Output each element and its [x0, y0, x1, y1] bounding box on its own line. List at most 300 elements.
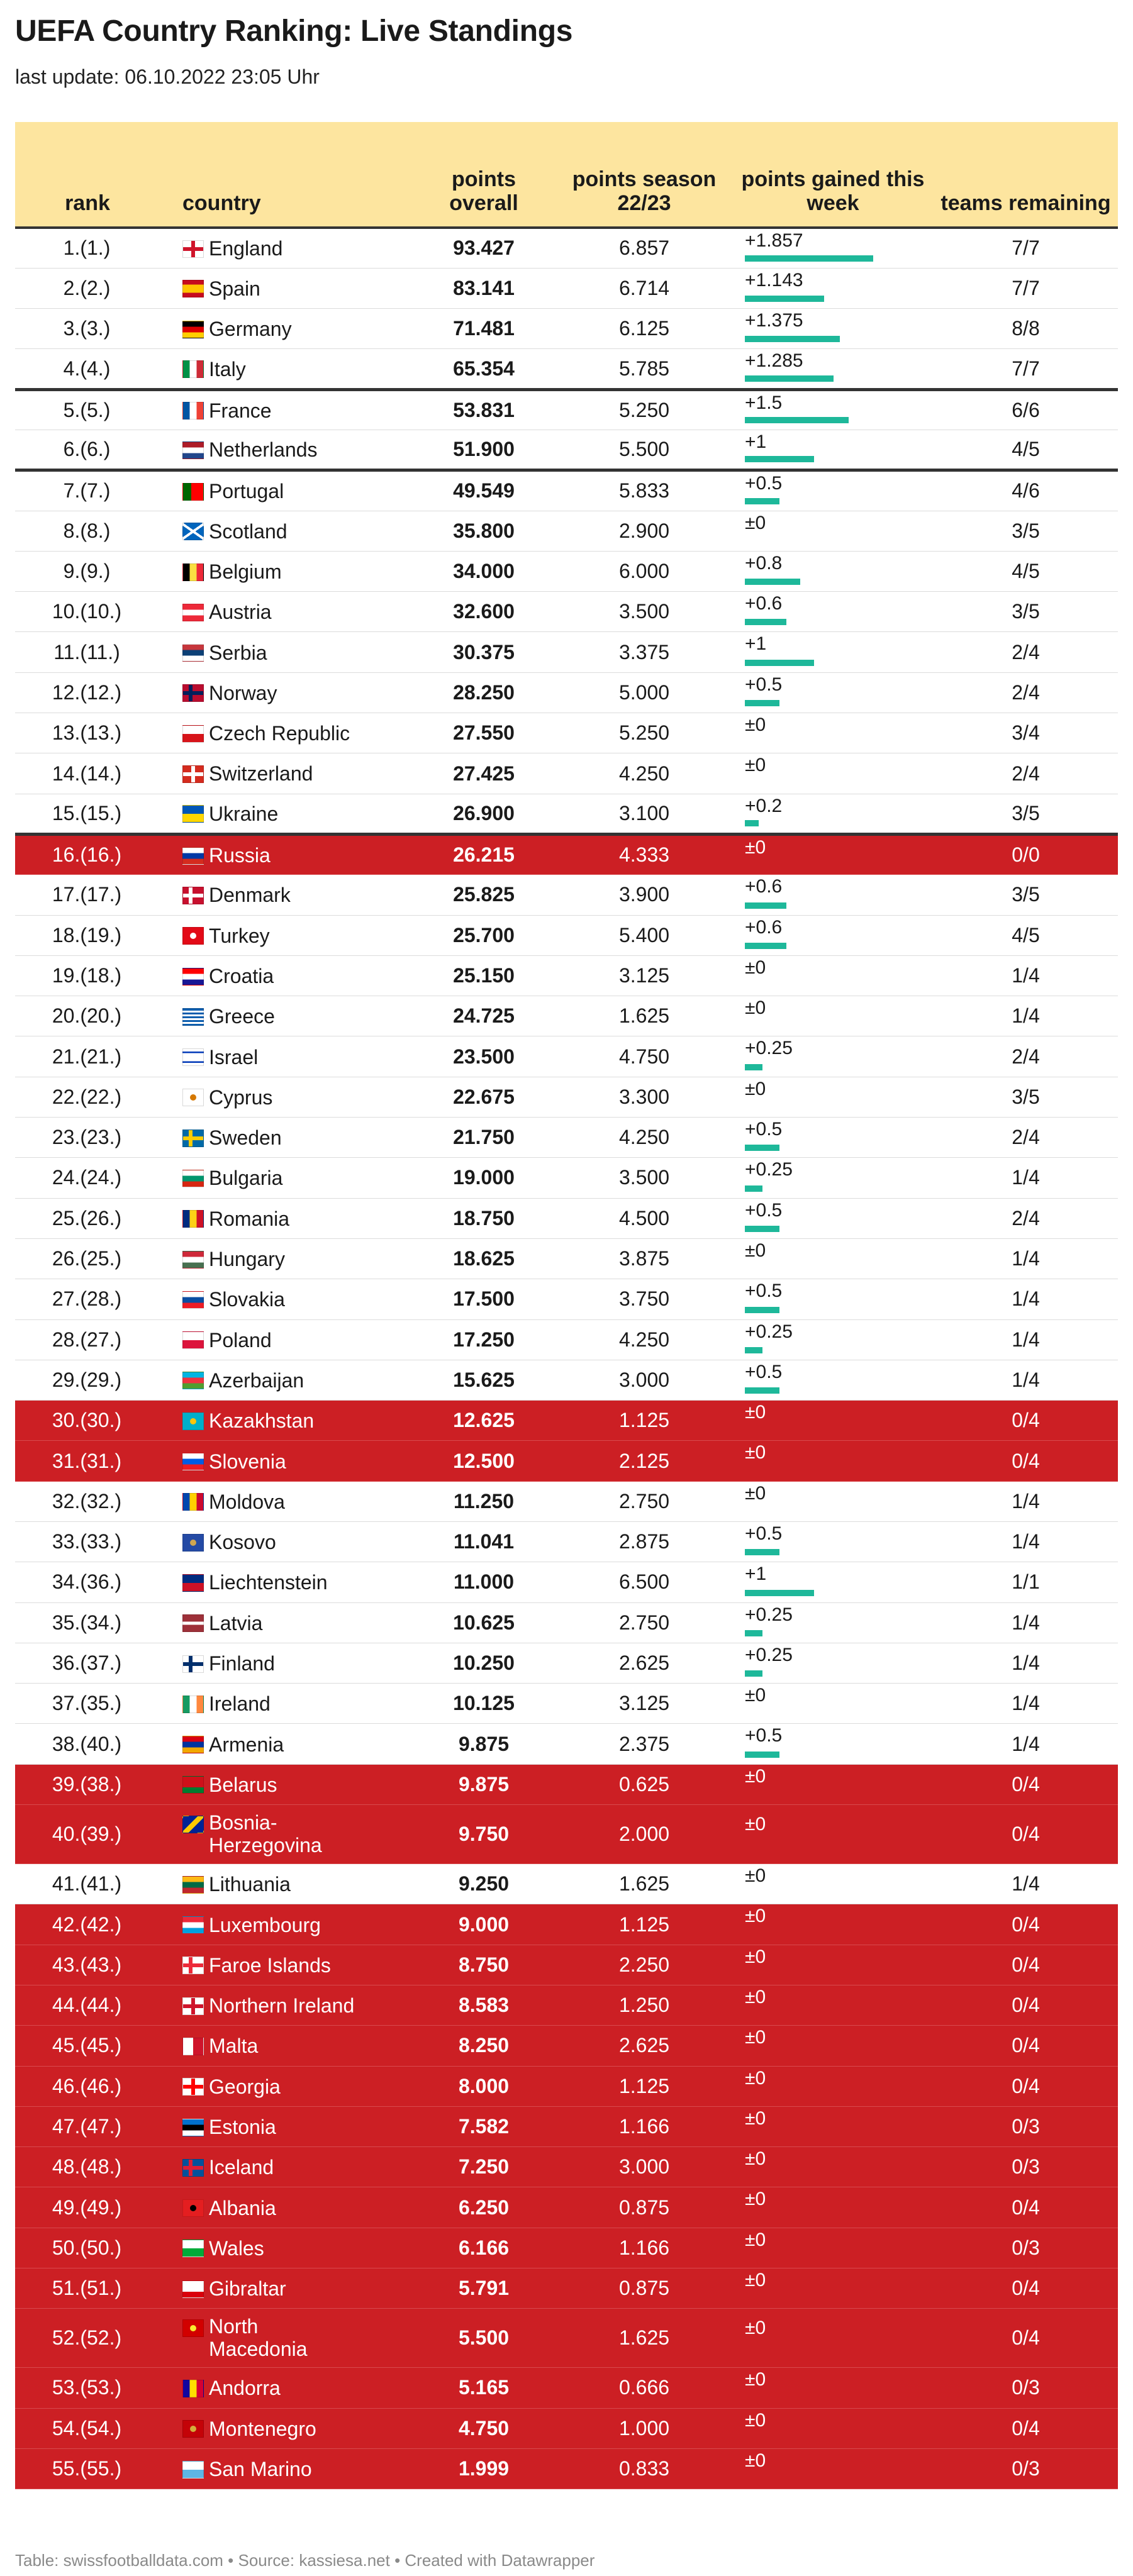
points-gained-label: +0.8 — [745, 552, 783, 574]
points-season-cell: 3.900 — [556, 875, 732, 915]
points-gained-label: +0.25 — [745, 1644, 793, 1665]
latvia-flag-icon — [182, 1614, 204, 1632]
points-gained-cell — [732, 1198, 934, 1238]
country-cell — [179, 1481, 411, 1521]
points-gained-label: ±0 — [745, 1865, 766, 1887]
table-row — [15, 511, 1118, 551]
points-gained-cell — [732, 2448, 934, 2489]
points-gained-cell — [732, 430, 934, 470]
points-gained-label: +0.5 — [745, 1280, 783, 1302]
country-cell — [179, 1904, 411, 1945]
table-row — [15, 753, 1118, 794]
country-name: Germany — [209, 318, 292, 341]
luxembourg-flag-icon — [182, 1916, 204, 1934]
rank-cell: 24.(24.) — [15, 1158, 179, 1198]
country-cell — [179, 632, 411, 672]
points-overall-cell: 15.625 — [411, 1360, 556, 1400]
finland-flag-icon — [182, 1655, 204, 1673]
table-row — [15, 2448, 1118, 2489]
malta-flag-icon — [182, 2038, 204, 2055]
rank-cell: 18.(19.) — [15, 915, 179, 955]
points-gained-cell — [732, 753, 934, 794]
rank-cell: 19.(18.) — [15, 955, 179, 996]
teams-remaining-cell: 0/4 — [934, 1904, 1118, 1945]
points-season-cell: 3.750 — [556, 1279, 732, 1319]
header-points-overall[interactable]: points overall — [411, 122, 556, 228]
points-gained-bar — [745, 1185, 762, 1192]
country-cell — [179, 511, 411, 551]
gibraltar-flag-icon — [182, 2280, 204, 2298]
points-gained-label: +0.25 — [745, 1321, 793, 1342]
points-overall-cell: 27.425 — [411, 753, 556, 794]
teams-remaining-cell: 0/4 — [934, 1401, 1118, 1441]
points-gained-bar — [745, 375, 834, 382]
points-season-cell: 3.500 — [556, 592, 732, 632]
points-gained-cell — [732, 1562, 934, 1602]
teams-remaining-cell: 4/5 — [934, 915, 1118, 955]
country-cell — [179, 1319, 411, 1360]
rank-cell: 1.(1.) — [15, 228, 179, 268]
points-overall-cell: 23.500 — [411, 1036, 556, 1077]
points-overall-cell: 10.125 — [411, 1684, 556, 1724]
points-gained-label: ±0 — [745, 2027, 766, 2048]
country-name: Austria — [209, 601, 272, 624]
points-gained-bar — [745, 1670, 762, 1677]
country-cell — [179, 2448, 411, 2489]
rank-cell: 27.(28.) — [15, 1279, 179, 1319]
country-name: Lithuania — [209, 1873, 291, 1896]
rank-cell: 40.(39.) — [15, 1805, 179, 1864]
points-season-cell: 2.125 — [556, 1441, 732, 1481]
rank-cell: 32.(32.) — [15, 1481, 179, 1521]
country-cell — [179, 2147, 411, 2187]
points-overall-cell: 25.825 — [411, 875, 556, 915]
hungary-flag-icon — [182, 1251, 204, 1269]
table-row — [15, 1724, 1118, 1764]
teams-remaining-cell: 1/4 — [934, 1319, 1118, 1360]
points-gained-cell — [732, 551, 934, 591]
footer-credits: Table: swissfootballdata.com • Source: kassiesa.net • Created with Datawrapper — [15, 2551, 595, 2570]
points-overall-cell: 18.625 — [411, 1238, 556, 1279]
points-gained-label: +1.5 — [745, 392, 783, 413]
points-season-cell: 2.625 — [556, 1643, 732, 1683]
points-overall-cell: 34.000 — [411, 551, 556, 591]
table-row — [15, 955, 1118, 996]
rank-cell: 36.(37.) — [15, 1643, 179, 1683]
teams-remaining-cell: 4/5 — [934, 551, 1118, 591]
table-row — [15, 632, 1118, 672]
points-overall-cell: 65.354 — [411, 349, 556, 389]
teams-remaining-cell: 2/4 — [934, 632, 1118, 672]
country-cell — [179, 1985, 411, 2025]
country-name: Romania — [209, 1207, 290, 1230]
rank-cell: 37.(35.) — [15, 1684, 179, 1724]
table-row — [15, 1401, 1118, 1441]
teams-remaining-cell: 1/4 — [934, 1643, 1118, 1683]
kosovo-flag-icon — [182, 1534, 204, 1552]
points-gained-label: ±0 — [745, 2067, 766, 2089]
country-cell — [179, 1562, 411, 1602]
country-name: Slovenia — [209, 1450, 286, 1473]
points-overall-cell: 8.000 — [411, 2066, 556, 2106]
points-gained-cell — [732, 672, 934, 713]
france-flag-icon — [182, 402, 204, 419]
teams-remaining-cell: 1/4 — [934, 1481, 1118, 1521]
country-cell — [179, 2066, 411, 2106]
country-name: Wales — [209, 2236, 264, 2260]
header-rank[interactable]: rank — [15, 122, 179, 228]
points-gained-cell — [732, 349, 934, 389]
country-name: Latvia — [209, 1611, 263, 1635]
rank-cell: 31.(31.) — [15, 1441, 179, 1481]
country-name: Greece — [209, 1005, 275, 1028]
points-season-cell: 2.250 — [556, 1945, 732, 1985]
teams-remaining-cell: 1/4 — [934, 1684, 1118, 1724]
rank-cell: 26.(25.) — [15, 1238, 179, 1279]
table-row — [15, 470, 1118, 511]
teams-remaining-cell: 1/4 — [934, 1602, 1118, 1643]
country-cell — [179, 2106, 411, 2146]
rank-cell: 2.(2.) — [15, 268, 179, 308]
wales-flag-icon — [182, 2240, 204, 2257]
points-gained-cell — [732, 389, 934, 430]
rank-cell: 7.(7.) — [15, 470, 179, 511]
country-cell — [179, 955, 411, 996]
country-name: San Marino — [209, 2458, 312, 2481]
teams-remaining-cell: 2/4 — [934, 672, 1118, 713]
country-cell — [179, 2268, 411, 2309]
teams-remaining-cell: 8/8 — [934, 309, 1118, 349]
points-gained-cell — [732, 1238, 934, 1279]
points-gained-cell — [732, 1118, 934, 1158]
teams-remaining-cell: 0/4 — [934, 2187, 1118, 2228]
teams-remaining-cell: 1/4 — [934, 1864, 1118, 1904]
points-gained-label: ±0 — [745, 2189, 766, 2210]
rank-cell: 45.(45.) — [15, 2026, 179, 2066]
points-gained-bar — [745, 700, 779, 706]
points-gained-bar — [745, 336, 840, 342]
points-gained-label: ±0 — [745, 2318, 766, 2339]
points-overall-cell: 10.250 — [411, 1643, 556, 1683]
country-cell — [179, 1118, 411, 1158]
country-name: Andorra — [209, 2377, 281, 2400]
points-overall-cell: 12.625 — [411, 1401, 556, 1441]
table-row — [15, 2408, 1118, 2448]
last-update: last update: 06.10.2022 23:05 Uhr — [15, 65, 320, 88]
points-overall-cell: 7.250 — [411, 2147, 556, 2187]
points-gained-bar — [745, 1387, 779, 1394]
points-gained-bar — [745, 1630, 762, 1636]
country-name: Hungary — [209, 1248, 285, 1271]
rank-cell: 49.(49.) — [15, 2187, 179, 2228]
points-gained-label: +0.2 — [745, 795, 783, 816]
points-overall-cell: 49.549 — [411, 470, 556, 511]
points-gained-cell — [732, 1724, 934, 1764]
country-name: Georgia — [209, 2075, 281, 2098]
lithuania-flag-icon — [182, 1876, 204, 1894]
points-gained-cell — [732, 1401, 934, 1441]
country-cell — [179, 996, 411, 1036]
table-row — [15, 2309, 1118, 2368]
country-cell — [179, 1036, 411, 1077]
table-row — [15, 2187, 1118, 2228]
points-gained-bar — [745, 255, 873, 262]
country-name: Iceland — [209, 2156, 274, 2179]
points-overall-cell: 9.875 — [411, 1764, 556, 1804]
points-overall-cell: 10.625 — [411, 1602, 556, 1643]
country-name: North Macedonia — [209, 2315, 308, 2360]
points-gained-bar — [745, 1226, 779, 1232]
country-cell — [179, 389, 411, 430]
country-name: Serbia — [209, 641, 267, 664]
points-overall-cell: 22.675 — [411, 1077, 556, 1117]
points-gained-cell — [732, 1684, 934, 1724]
points-gained-cell — [732, 632, 934, 672]
points-gained-label: +1.857 — [745, 230, 803, 251]
points-overall-cell: 28.250 — [411, 672, 556, 713]
points-gained-cell — [732, 2228, 934, 2268]
points-gained-label: +1.285 — [745, 350, 803, 372]
table-row — [15, 1985, 1118, 2025]
points-season-cell: 4.333 — [556, 834, 732, 874]
points-overall-cell: 5.165 — [411, 2368, 556, 2408]
points-gained-bar — [745, 1064, 762, 1070]
points-season-cell: 2.900 — [556, 511, 732, 551]
rank-cell: 35.(34.) — [15, 1602, 179, 1643]
points-overall-cell: 53.831 — [411, 389, 556, 430]
north-macedonia-flag-icon — [182, 2319, 204, 2337]
table-row — [15, 1118, 1118, 1158]
rank-cell: 4.(4.) — [15, 349, 179, 389]
rank-cell: 12.(12.) — [15, 672, 179, 713]
montenegro-flag-icon — [182, 2420, 204, 2438]
teams-remaining-cell: 1/4 — [934, 1279, 1118, 1319]
points-overall-cell: 25.700 — [411, 915, 556, 955]
country-cell — [179, 1643, 411, 1683]
table-row — [15, 1684, 1118, 1724]
points-overall-cell: 12.500 — [411, 1441, 556, 1481]
points-gained-bar — [745, 660, 814, 666]
germany-flag-icon — [182, 321, 204, 338]
points-gained-label: +0.25 — [745, 1604, 793, 1625]
points-gained-bar — [745, 417, 849, 423]
slovakia-flag-icon — [182, 1291, 204, 1309]
rank-cell: 50.(50.) — [15, 2228, 179, 2268]
country-cell — [179, 794, 411, 834]
rank-cell: 47.(47.) — [15, 2106, 179, 2146]
table-row — [15, 834, 1118, 874]
points-season-cell: 1.125 — [556, 1904, 732, 1945]
points-gained-label: +0.25 — [745, 1038, 793, 1059]
liechtenstein-flag-icon — [182, 1574, 204, 1592]
norway-flag-icon — [182, 684, 204, 702]
teams-remaining-cell: 1/1 — [934, 1562, 1118, 1602]
points-gained-cell — [732, 713, 934, 753]
country-cell — [179, 1158, 411, 1198]
points-gained-cell — [732, 1077, 934, 1117]
points-season-cell: 5.400 — [556, 915, 732, 955]
country-name: Finland — [209, 1652, 275, 1675]
points-overall-cell: 5.791 — [411, 2268, 556, 2309]
country-cell — [179, 1805, 411, 1864]
table-row — [15, 1481, 1118, 1521]
rank-cell: 22.(22.) — [15, 1077, 179, 1117]
country-cell — [179, 1238, 411, 1279]
points-season-cell: 6.500 — [556, 1562, 732, 1602]
country-cell — [179, 1441, 411, 1481]
country-name: Cyprus — [209, 1085, 273, 1109]
country-cell — [179, 2026, 411, 2066]
rank-cell: 3.(3.) — [15, 309, 179, 349]
points-gained-label: ±0 — [745, 2369, 766, 2390]
country-cell — [179, 268, 411, 308]
points-season-cell: 5.000 — [556, 672, 732, 713]
teams-remaining-cell: 0/3 — [934, 2106, 1118, 2146]
country-cell — [179, 309, 411, 349]
country-name: England — [209, 237, 283, 260]
table-row — [15, 1158, 1118, 1198]
country-name: Albania — [209, 2196, 276, 2219]
points-gained-bar — [745, 296, 824, 302]
romania-flag-icon — [182, 1210, 204, 1228]
points-gained-label: ±0 — [745, 836, 766, 858]
points-gained-label: +0.5 — [745, 473, 783, 494]
header-points-gained[interactable]: points gained this week — [732, 122, 934, 228]
iceland-flag-icon — [182, 2159, 204, 2177]
table-header-row — [15, 122, 1118, 228]
points-season-cell: 1.125 — [556, 2066, 732, 2106]
header-country[interactable]: country — [179, 122, 411, 228]
country-cell — [179, 672, 411, 713]
teams-remaining-cell: 3/5 — [934, 1077, 1118, 1117]
points-gained-bar — [745, 1347, 762, 1353]
rank-cell: 14.(14.) — [15, 753, 179, 794]
points-season-cell: 2.000 — [556, 1805, 732, 1864]
turkey-flag-icon — [182, 927, 204, 945]
teams-remaining-cell: 1/4 — [934, 996, 1118, 1036]
croatia-flag-icon — [182, 968, 204, 985]
country-name: Turkey — [209, 924, 270, 947]
country-name: Estonia — [209, 2116, 276, 2139]
rank-cell: 39.(38.) — [15, 1764, 179, 1804]
points-overall-cell: 6.166 — [411, 2228, 556, 2268]
points-gained-cell — [732, 875, 934, 915]
country-name: Azerbaijan — [209, 1368, 304, 1392]
points-overall-cell: 32.600 — [411, 592, 556, 632]
serbia-flag-icon — [182, 644, 204, 662]
country-cell — [179, 834, 411, 874]
points-gained-cell — [732, 1481, 934, 1521]
country-name: Moldova — [209, 1490, 285, 1513]
country-cell — [179, 753, 411, 794]
points-gained-bar — [745, 1145, 779, 1151]
country-name: Russia — [209, 844, 271, 867]
points-overall-cell: 17.250 — [411, 1319, 556, 1360]
estonia-flag-icon — [182, 2119, 204, 2136]
country-cell — [179, 1401, 411, 1441]
points-gained-cell — [732, 1945, 934, 1985]
country-name: Sweden — [209, 1126, 282, 1150]
azerbaijan-flag-icon — [182, 1372, 204, 1389]
russia-flag-icon — [182, 847, 204, 865]
country-cell — [179, 1198, 411, 1238]
rank-cell: 23.(23.) — [15, 1118, 179, 1158]
teams-remaining-cell: 0/3 — [934, 2368, 1118, 2408]
points-season-cell: 2.375 — [556, 1724, 732, 1764]
table-row — [15, 1864, 1118, 1904]
country-name: Ukraine — [209, 802, 279, 825]
points-season-cell: 6.857 — [556, 228, 732, 268]
rank-cell: 38.(40.) — [15, 1724, 179, 1764]
points-gained-label: +0.25 — [745, 1159, 793, 1180]
points-gained-cell — [732, 955, 934, 996]
points-gained-cell — [732, 2368, 934, 2408]
country-cell — [179, 1360, 411, 1400]
israel-flag-icon — [182, 1048, 204, 1066]
country-cell — [179, 1764, 411, 1804]
points-overall-cell: 8.583 — [411, 1985, 556, 2025]
points-gained-label: ±0 — [745, 1765, 766, 1787]
points-gained-cell — [732, 1643, 934, 1683]
points-season-cell: 6.714 — [556, 268, 732, 308]
header-points-season[interactable]: points season 22/23 — [556, 122, 732, 228]
points-gained-label: +0.5 — [745, 1725, 783, 1746]
points-gained-label: ±0 — [745, 997, 766, 1019]
country-name: Armenia — [209, 1733, 284, 1756]
points-gained-bar — [745, 498, 779, 504]
czech-flag-icon — [182, 725, 204, 743]
points-season-cell: 5.250 — [556, 713, 732, 753]
points-overall-cell: 24.725 — [411, 996, 556, 1036]
points-gained-label: +1 — [745, 633, 767, 655]
country-name: Gibraltar — [209, 2277, 286, 2301]
rank-cell: 52.(52.) — [15, 2309, 179, 2368]
teams-remaining-cell: 3/5 — [934, 875, 1118, 915]
table-row — [15, 1198, 1118, 1238]
points-season-cell: 2.875 — [556, 1522, 732, 1562]
teams-remaining-cell: 1/4 — [934, 1238, 1118, 1279]
points-overall-cell: 30.375 — [411, 632, 556, 672]
ranking-table — [15, 122, 1118, 2489]
points-gained-cell — [732, 834, 934, 874]
country-name: Israel — [209, 1045, 259, 1069]
points-gained-label: ±0 — [745, 2229, 766, 2250]
points-gained-label: ±0 — [745, 2409, 766, 2431]
points-season-cell: 3.000 — [556, 2147, 732, 2187]
country-name: Kosovo — [209, 1531, 276, 1554]
rank-cell: 29.(29.) — [15, 1360, 179, 1400]
country-cell — [179, 592, 411, 632]
points-season-cell: 3.875 — [556, 1238, 732, 1279]
points-overall-cell: 8.750 — [411, 1945, 556, 1985]
points-gained-cell — [732, 268, 934, 308]
points-overall-cell: 26.215 — [411, 834, 556, 874]
points-gained-label: ±0 — [745, 2107, 766, 2129]
teams-remaining-cell: 0/4 — [934, 2408, 1118, 2448]
points-overall-cell: 26.900 — [411, 794, 556, 834]
points-gained-bar — [745, 1307, 779, 1313]
rank-cell: 42.(42.) — [15, 1904, 179, 1945]
points-season-cell: 5.500 — [556, 430, 732, 470]
teams-remaining-cell: 3/5 — [934, 794, 1118, 834]
header-teams-remaining[interactable]: teams remaining — [934, 122, 1118, 228]
teams-remaining-cell: 4/6 — [934, 470, 1118, 511]
points-gained-label: ±0 — [745, 1946, 766, 1967]
points-gained-cell — [732, 1441, 934, 1481]
country-name: Italy — [209, 357, 246, 380]
cyprus-flag-icon — [182, 1089, 204, 1106]
points-season-cell: 1.166 — [556, 2106, 732, 2146]
